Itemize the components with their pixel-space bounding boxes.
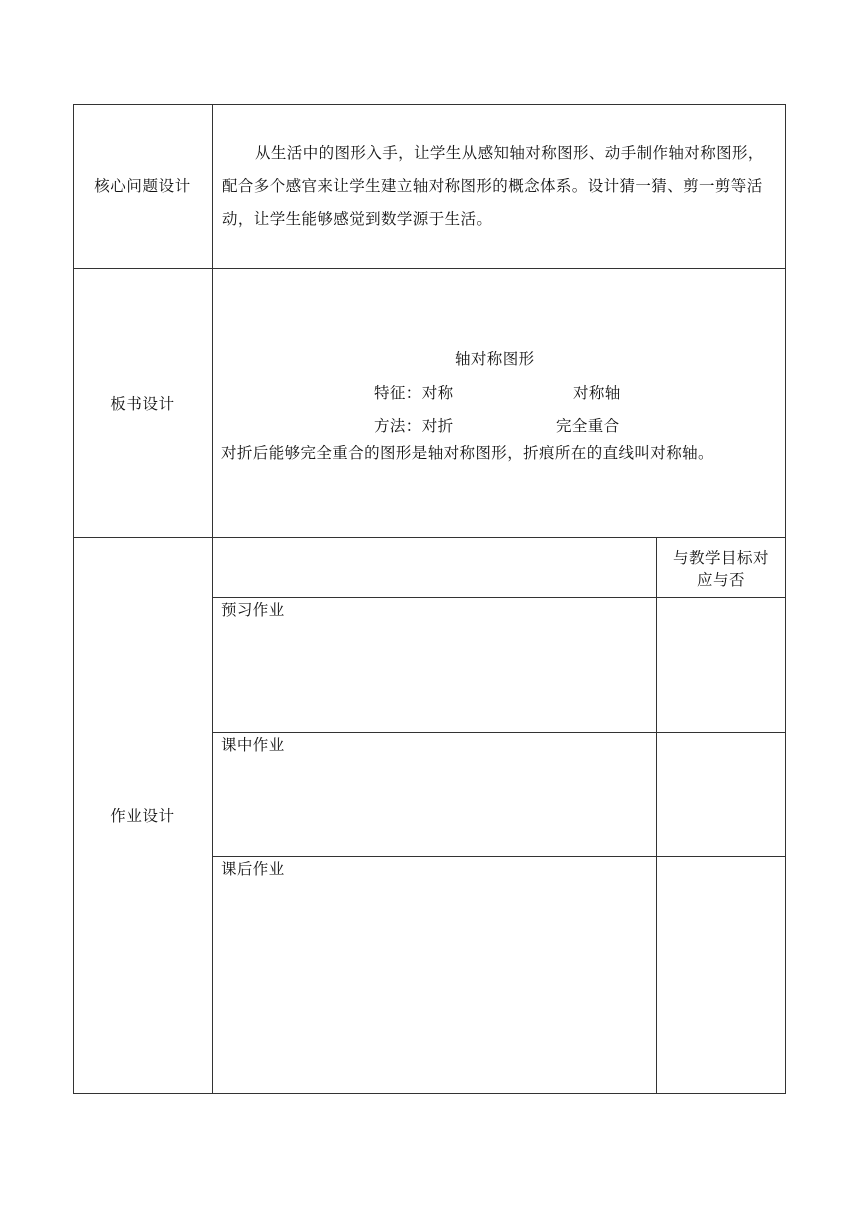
goal-column-header — [657, 547, 785, 591]
goal-header-line2: 应与否 — [696, 571, 745, 589]
board-method-label: 方法：对折 — [374, 417, 454, 435]
homework-row-preview: 预习作业 — [221, 601, 285, 619]
board-feature-label: 特征：对称 — [374, 384, 454, 402]
homework-row-inclass: 课中作业 — [221, 736, 285, 754]
homework-row-after: 课后作业 — [221, 860, 285, 878]
board-feature-value: 对称轴 — [573, 384, 621, 402]
board-design-label: 板书设计 — [110, 395, 175, 413]
goal-header-line1: 与教学目标对 — [672, 549, 769, 567]
core-question-label: 核心问题设计 — [94, 177, 191, 195]
board-definition: 对折后能够完全重合的图形是轴对称图形，折痕所在的直线叫对称轴。 — [221, 444, 714, 462]
board-method-value: 完全重合 — [556, 417, 620, 435]
board-title: 轴对称图形 — [455, 350, 535, 368]
core-question-content: 从生活中的图形入手，让学生从感知轴对称图形、动手制作轴对称图形，配合多个感官来让学生建立轴对称图形的概念体系。设计猜一猜、剪一剪等活动，让学生能够感觉到数学源于生活。 — [222, 144, 764, 228]
homework-design-label: 作业设计 — [110, 807, 175, 825]
